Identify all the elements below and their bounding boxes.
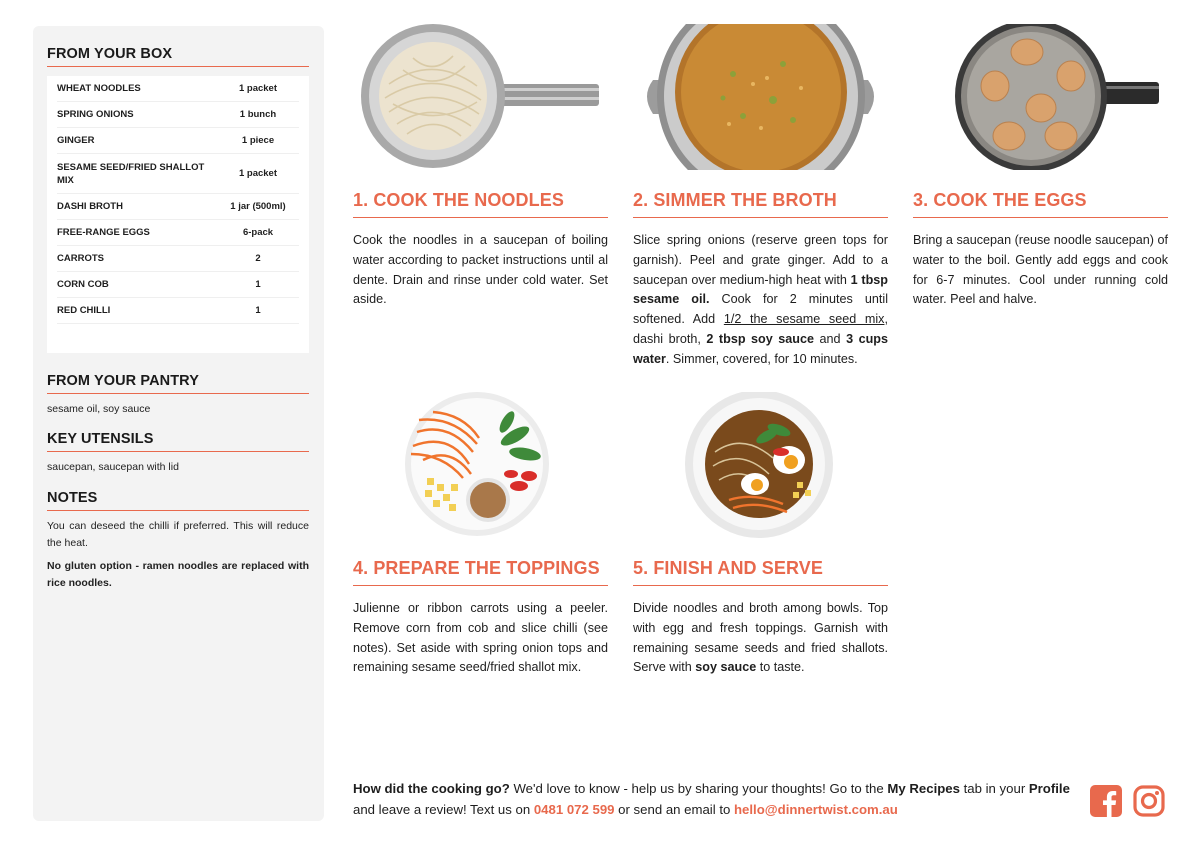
feedback-question: How did the cooking go? xyxy=(353,781,510,796)
footer-text: tab in your xyxy=(959,781,1029,796)
pantry-text: sesame oil, soy sauce xyxy=(47,403,151,415)
utensils-section xyxy=(47,431,309,476)
ingredient-name: FREE-RANGE EGGS xyxy=(57,227,150,238)
phone-link[interactable]: 0481 072 599 xyxy=(533,802,615,817)
my-recipes-link[interactable]: My Recipes xyxy=(887,781,960,796)
step-text-bold: 2 tbsp soy sauce xyxy=(706,331,814,346)
ingredient-row xyxy=(57,220,299,246)
ingredient-qty: 1 piece xyxy=(241,135,275,146)
step-text: and xyxy=(813,331,847,346)
ingredient-qty: 2 xyxy=(255,253,261,264)
eggs-in-saucepan-image xyxy=(913,24,1168,170)
ingredient-name: RED CHILLI xyxy=(57,305,111,316)
step-title: 1. COOK THE NOODLES xyxy=(353,190,608,218)
notes-gluten-option: No gluten option - ramen noodles are replaced with rice noodles. xyxy=(47,560,309,589)
step-text-bold: soy sauce xyxy=(695,660,757,675)
ingredient-name: GINGER xyxy=(57,135,95,146)
ingredient-qty: 1 xyxy=(255,279,261,290)
notes-section xyxy=(47,490,309,592)
ingredient-name: WHEAT NOODLES xyxy=(57,83,141,94)
step-1 xyxy=(353,24,608,310)
broth-in-pot-image xyxy=(633,24,888,170)
step-body xyxy=(633,599,888,678)
ingredient-row xyxy=(57,194,299,220)
ingredient-name: SPRING ONIONS xyxy=(57,109,134,120)
step-title: 2. SIMMER THE BROTH xyxy=(633,190,888,218)
ingredient-qty: 1 packet xyxy=(238,168,278,179)
footer-text: and leave a review! Text us on xyxy=(353,802,534,817)
ingredient-qty: 1 bunch xyxy=(239,109,277,120)
step-4 xyxy=(353,392,608,678)
step-body xyxy=(913,231,1168,310)
step-text: , dashi broth, xyxy=(633,312,888,346)
ingredient-qty: 1 packet xyxy=(238,83,278,94)
ingredient-name: CORN COB xyxy=(57,279,109,290)
step-text: Cook for 2 minutes until softened. Add xyxy=(633,292,888,327)
notes-text: You can deseed the chilli if preferred. This will reduce the heat. xyxy=(47,520,309,549)
ingredient-name: DASHI BROTH xyxy=(57,201,123,212)
ingredient-row xyxy=(57,246,299,272)
step-text: to taste. xyxy=(756,660,805,675)
feedback-footer xyxy=(353,778,1073,820)
utensils-title: KEY UTENSILS xyxy=(47,431,309,452)
ingredient-row xyxy=(57,128,299,154)
ingredients-sidebar xyxy=(33,26,324,821)
ingredient-qty: 1 jar (500ml) xyxy=(230,201,286,212)
box-title: FROM YOUR BOX xyxy=(47,46,309,67)
ingredient-row xyxy=(57,272,299,298)
step-title: 5. FINISH AND SERVE xyxy=(633,558,888,586)
email-link[interactable]: hello@dinnertwist.com.au xyxy=(734,802,898,817)
step-title: 3. COOK THE EGGS xyxy=(913,190,1168,218)
profile-link[interactable]: Profile xyxy=(1028,781,1070,796)
pantry-title: FROM YOUR PANTRY xyxy=(47,373,309,394)
ingredient-row xyxy=(57,76,299,102)
footer-text: or send an email to xyxy=(614,802,734,817)
toppings-plate-image xyxy=(353,392,608,538)
pantry-section xyxy=(47,373,309,418)
step-text: Julienne or ribbon carrots using a peeler. Remove corn from cob and slice chilli (see notes). Set aside with spring onion tops and remaining sesame seed/fried shallot mix. xyxy=(353,601,608,675)
step-body xyxy=(633,231,888,370)
step-text: Slice spring onions (reserve green tops for garnish). Peel and grate ginger. Add to a saucepan over medium-high heat with xyxy=(633,233,888,287)
step-body xyxy=(353,231,608,310)
step-2 xyxy=(633,24,888,370)
step-5 xyxy=(633,392,888,678)
ingredient-name: CARROTS xyxy=(57,253,104,264)
step-text: Divide noodles and broth among bowls. Top with egg and fresh toppings. Garnish with remaining sesame seeds and fried shallots. Serve with xyxy=(633,601,888,675)
social-links xyxy=(1090,785,1165,817)
step-text: . Simmer, covered, for 10 minutes. xyxy=(665,351,858,366)
box-ingredients-table xyxy=(47,76,309,353)
step-text-bold: 3 cups water xyxy=(633,331,888,366)
notes-title: NOTES xyxy=(47,490,309,511)
instagram-icon[interactable] xyxy=(1133,785,1165,817)
utensils-text: saucepan, saucepan with lid xyxy=(47,461,179,473)
noodles-in-colander-image xyxy=(353,24,608,170)
ingredient-row xyxy=(57,298,299,324)
ingredient-row xyxy=(57,154,299,194)
step-title: 4. PREPARE THE TOPPINGS xyxy=(353,558,608,586)
ingredient-row xyxy=(57,102,299,128)
step-text: Cook the noodles in a saucepan of boiling water according to packet instructions until al dente. Drain and rinse under cold water. Set aside. xyxy=(353,233,608,307)
ingredient-qty: 1 xyxy=(255,305,261,316)
step-3 xyxy=(913,24,1168,310)
ingredient-name: SESAME SEED/FRIED SHALLOT MIX xyxy=(57,161,205,186)
ingredient-qty: 6-pack xyxy=(242,227,274,238)
footer-text: We'd love to know - help us by sharing your thoughts! Go to the xyxy=(509,781,888,796)
ramen-bowl-image xyxy=(633,392,888,538)
facebook-icon[interactable] xyxy=(1090,785,1122,817)
step-text: Bring a saucepan (reuse noodle saucepan) of water to the boil. Gently add eggs and cook for 6-7 minutes. Cool under running cold water. Peel and halve. xyxy=(913,233,1168,307)
step-body xyxy=(353,599,608,678)
step-text-bold: 1 tbsp sesame oil. xyxy=(633,272,888,307)
step-text-underline: 1/2 the sesame seed mix xyxy=(723,312,885,327)
